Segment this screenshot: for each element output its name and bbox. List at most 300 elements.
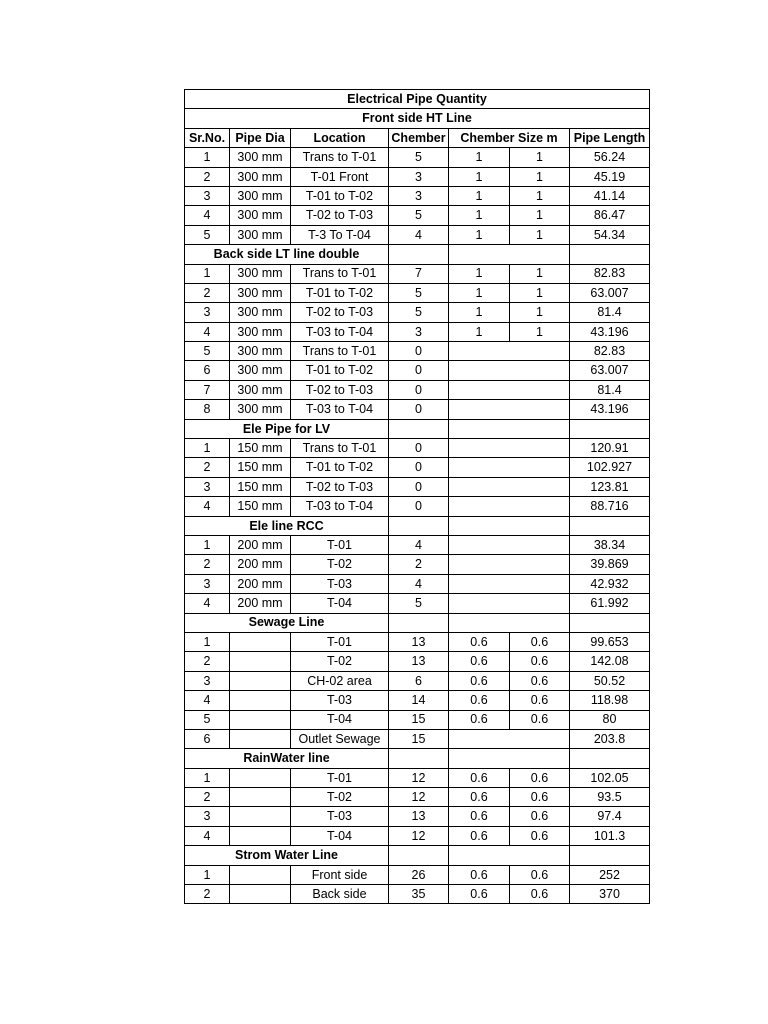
empty-cell (570, 419, 650, 438)
table-body (185, 90, 650, 904)
table-row (185, 361, 650, 380)
cell-srno: 1 (185, 768, 230, 787)
cell-srno: 3 (185, 807, 230, 826)
section-heading: Strom Water Line (185, 846, 389, 865)
cell-pipe-length: 81.4 (570, 380, 650, 399)
cell-pipe-dia: 300 mm (230, 148, 291, 167)
cell-pipe-length: 102.05 (570, 768, 650, 787)
header-chember: Chember (389, 128, 449, 147)
cell-location: T-01 Front (291, 167, 389, 186)
cell-chember-size-a: 0.6 (449, 826, 510, 845)
cell-chember-size-a (449, 380, 510, 399)
cell-chember-size-b: 0.6 (510, 865, 570, 884)
cell-chember-size-a (449, 729, 510, 748)
cell-chember-size-b: 0.6 (510, 807, 570, 826)
cell-chember: 0 (389, 380, 449, 399)
cell-pipe-dia: 200 mm (230, 574, 291, 593)
cell-pipe-dia: 300 mm (230, 167, 291, 186)
table-row (185, 652, 650, 671)
cell-srno: 5 (185, 342, 230, 361)
cell-pipe-dia: 200 mm (230, 535, 291, 554)
cell-chember-size-b: 1 (510, 322, 570, 341)
cell-location: Back side (291, 885, 389, 904)
cell-pipe-length: 39.869 (570, 555, 650, 574)
cell-pipe-length: 63.007 (570, 361, 650, 380)
cell-pipe-dia: 150 mm (230, 439, 291, 458)
cell-chember-size-b: 0.6 (510, 768, 570, 787)
cell-chember: 13 (389, 652, 449, 671)
cell-pipe-length: 41.14 (570, 186, 650, 205)
cell-location: T-03 (291, 691, 389, 710)
cell-chember-size-b (510, 594, 570, 613)
cell-pipe-length: 43.196 (570, 400, 650, 419)
cell-chember-size-a (449, 574, 510, 593)
table-row (185, 186, 650, 205)
cell-chember: 5 (389, 283, 449, 302)
cell-location: T-02 (291, 652, 389, 671)
cell-chember: 5 (389, 303, 449, 322)
cell-pipe-dia (230, 807, 291, 826)
table-row (185, 264, 650, 283)
table-row (185, 768, 650, 787)
cell-srno: 4 (185, 322, 230, 341)
empty-cell (389, 749, 449, 768)
cell-location: T-03 to T-04 (291, 400, 389, 419)
cell-location: T-02 to T-03 (291, 303, 389, 322)
table-row (185, 342, 650, 361)
cell-chember: 4 (389, 225, 449, 244)
table-row (185, 303, 650, 322)
cell-pipe-dia: 300 mm (230, 361, 291, 380)
table-row (185, 826, 650, 845)
empty-cell (570, 846, 650, 865)
section-heading: Ele Pipe for LV (185, 419, 389, 438)
cell-chember-size-a: 1 (449, 283, 510, 302)
cell-pipe-dia: 300 mm (230, 400, 291, 419)
cell-chember-size-a: 0.6 (449, 671, 510, 690)
table-row (185, 439, 650, 458)
table-row (185, 865, 650, 884)
cell-location: T-01 (291, 632, 389, 651)
cell-srno: 3 (185, 671, 230, 690)
cell-pipe-length: 123.81 (570, 477, 650, 496)
cell-chember-size-a: 1 (449, 264, 510, 283)
cell-srno: 6 (185, 729, 230, 748)
cell-chember-size-b (510, 555, 570, 574)
cell-srno: 2 (185, 167, 230, 186)
cell-srno: 1 (185, 264, 230, 283)
cell-pipe-dia: 300 mm (230, 206, 291, 225)
table-row (185, 632, 650, 651)
empty-cell (570, 245, 650, 264)
cell-chember-size-b (510, 535, 570, 554)
cell-location: T-04 (291, 594, 389, 613)
cell-chember-size-a (449, 458, 510, 477)
cell-chember-size-a: 0.6 (449, 632, 510, 651)
cell-pipe-dia (230, 826, 291, 845)
cell-srno: 8 (185, 400, 230, 419)
cell-location: T-02 (291, 788, 389, 807)
cell-pipe-dia (230, 729, 291, 748)
cell-chember: 3 (389, 167, 449, 186)
cell-pipe-length: 102.927 (570, 458, 650, 477)
cell-chember-size-a: 0.6 (449, 710, 510, 729)
cell-chember-size-b: 0.6 (510, 885, 570, 904)
cell-chember-size-b: 0.6 (510, 788, 570, 807)
cell-pipe-length: 370 (570, 885, 650, 904)
cell-chember-size-a (449, 400, 510, 419)
cell-chember-size-b: 0.6 (510, 652, 570, 671)
cell-chember-size-b (510, 458, 570, 477)
cell-chember: 26 (389, 865, 449, 884)
empty-cell (389, 419, 449, 438)
cell-chember-size-a: 0.6 (449, 768, 510, 787)
cell-chember-size-a: 1 (449, 167, 510, 186)
cell-srno: 4 (185, 497, 230, 516)
cell-pipe-length: 80 (570, 710, 650, 729)
cell-location: T-04 (291, 826, 389, 845)
section-heading: Ele line RCC (185, 516, 389, 535)
cell-chember-size-b: 0.6 (510, 632, 570, 651)
cell-srno: 1 (185, 865, 230, 884)
cell-chember-size-a: 1 (449, 206, 510, 225)
cell-pipe-dia: 300 mm (230, 225, 291, 244)
cell-pipe-dia: 150 mm (230, 497, 291, 516)
table-row (185, 225, 650, 244)
cell-chember: 15 (389, 729, 449, 748)
section-heading: Back side LT line double (185, 245, 389, 264)
table-row (185, 574, 650, 593)
cell-chember: 13 (389, 632, 449, 651)
cell-chember: 0 (389, 458, 449, 477)
cell-location: T-01 to T-02 (291, 283, 389, 302)
cell-srno: 2 (185, 555, 230, 574)
cell-chember-size-a: 0.6 (449, 691, 510, 710)
cell-location: Trans to T-01 (291, 342, 389, 361)
cell-chember-size-b (510, 380, 570, 399)
cell-location: Trans to T-01 (291, 148, 389, 167)
empty-cell (449, 749, 570, 768)
empty-cell (449, 245, 570, 264)
cell-location: T-02 to T-03 (291, 206, 389, 225)
cell-srno: 2 (185, 458, 230, 477)
cell-chember-size-a (449, 535, 510, 554)
empty-cell (389, 613, 449, 632)
cell-srno: 3 (185, 186, 230, 205)
cell-pipe-dia (230, 768, 291, 787)
cell-pipe-length: 252 (570, 865, 650, 884)
empty-cell (389, 245, 449, 264)
cell-chember: 0 (389, 477, 449, 496)
cell-location: T-01 to T-02 (291, 458, 389, 477)
cell-location: T-03 to T-04 (291, 497, 389, 516)
table-row (185, 497, 650, 516)
cell-chember-size-a (449, 555, 510, 574)
cell-chember-size-b: 1 (510, 206, 570, 225)
cell-pipe-length: 97.4 (570, 807, 650, 826)
cell-pipe-dia (230, 710, 291, 729)
cell-location: T-04 (291, 710, 389, 729)
cell-chember-size-b: 1 (510, 167, 570, 186)
title-row (185, 90, 650, 109)
cell-srno: 5 (185, 225, 230, 244)
table-row (185, 148, 650, 167)
cell-srno: 1 (185, 148, 230, 167)
table-row (185, 807, 650, 826)
cell-pipe-dia: 200 mm (230, 555, 291, 574)
cell-location: CH-02 area (291, 671, 389, 690)
cell-pipe-dia: 150 mm (230, 458, 291, 477)
cell-chember: 13 (389, 807, 449, 826)
cell-pipe-dia (230, 691, 291, 710)
empty-cell (449, 419, 570, 438)
cell-srno: 4 (185, 691, 230, 710)
cell-chember-size-b (510, 574, 570, 593)
cell-location: T-01 (291, 768, 389, 787)
table-row (185, 322, 650, 341)
section-heading-row (185, 516, 650, 535)
pipe-quantity-table (184, 89, 650, 904)
cell-chember: 12 (389, 768, 449, 787)
cell-srno: 1 (185, 439, 230, 458)
section-heading: RainWater line (185, 749, 389, 768)
cell-chember: 12 (389, 826, 449, 845)
table-row (185, 555, 650, 574)
cell-srno: 7 (185, 380, 230, 399)
cell-chember: 0 (389, 497, 449, 516)
cell-chember-size-b: 1 (510, 264, 570, 283)
cell-chember-size-b (510, 477, 570, 496)
cell-chember: 6 (389, 671, 449, 690)
cell-chember: 0 (389, 439, 449, 458)
cell-pipe-length: 45.19 (570, 167, 650, 186)
cell-srno: 4 (185, 206, 230, 225)
cell-location: Front side (291, 865, 389, 884)
cell-pipe-length: 101.3 (570, 826, 650, 845)
cell-srno: 1 (185, 535, 230, 554)
cell-pipe-length: 86.47 (570, 206, 650, 225)
cell-pipe-length: 93.5 (570, 788, 650, 807)
cell-chember-size-a (449, 497, 510, 516)
cell-pipe-length: 88.716 (570, 497, 650, 516)
cell-chember: 12 (389, 788, 449, 807)
cell-chember-size-b (510, 439, 570, 458)
header-location: Location (291, 128, 389, 147)
cell-chember-size-b: 0.6 (510, 710, 570, 729)
cell-chember-size-b: 0.6 (510, 826, 570, 845)
cell-chember: 4 (389, 535, 449, 554)
cell-pipe-length: 38.34 (570, 535, 650, 554)
cell-location: Outlet Sewage (291, 729, 389, 748)
cell-chember: 5 (389, 148, 449, 167)
cell-pipe-dia (230, 885, 291, 904)
cell-chember-size-b (510, 342, 570, 361)
cell-chember: 2 (389, 555, 449, 574)
section-heading-row (185, 613, 650, 632)
cell-pipe-length: 142.08 (570, 652, 650, 671)
table-row (185, 594, 650, 613)
cell-pipe-dia: 300 mm (230, 303, 291, 322)
section-heading-row (185, 846, 650, 865)
table-row (185, 729, 650, 748)
cell-pipe-dia (230, 865, 291, 884)
table-row (185, 788, 650, 807)
cell-chember-size-a: 1 (449, 303, 510, 322)
cell-pipe-length: 99.653 (570, 632, 650, 651)
cell-srno: 2 (185, 885, 230, 904)
cell-srno: 2 (185, 652, 230, 671)
cell-srno: 3 (185, 574, 230, 593)
cell-chember: 5 (389, 206, 449, 225)
cell-chember-size-a (449, 361, 510, 380)
cell-chember: 3 (389, 322, 449, 341)
table-row (185, 458, 650, 477)
cell-chember-size-a (449, 477, 510, 496)
cell-chember: 0 (389, 400, 449, 419)
cell-pipe-dia (230, 671, 291, 690)
cell-chember-size-a (449, 342, 510, 361)
header-pipe-dia: Pipe Dia (230, 128, 291, 147)
cell-location: T-03 (291, 574, 389, 593)
section-heading-row (185, 749, 650, 768)
section-heading: Front side HT Line (185, 109, 650, 128)
cell-pipe-length: 42.932 (570, 574, 650, 593)
cell-chember-size-b (510, 400, 570, 419)
cell-chember-size-a: 0.6 (449, 885, 510, 904)
cell-srno: 3 (185, 477, 230, 496)
cell-chember-size-a: 1 (449, 225, 510, 244)
cell-chember: 14 (389, 691, 449, 710)
cell-chember-size-a: 0.6 (449, 652, 510, 671)
cell-srno: 2 (185, 788, 230, 807)
cell-location: T-02 (291, 555, 389, 574)
table-row (185, 477, 650, 496)
cell-pipe-dia (230, 632, 291, 651)
cell-srno: 4 (185, 594, 230, 613)
header-srno: Sr.No. (185, 128, 230, 147)
cell-chember-size-a: 0.6 (449, 807, 510, 826)
cell-location: T-03 to T-04 (291, 322, 389, 341)
cell-chember-size-b: 1 (510, 303, 570, 322)
cell-pipe-length: 63.007 (570, 283, 650, 302)
cell-pipe-length: 54.34 (570, 225, 650, 244)
cell-srno: 4 (185, 826, 230, 845)
cell-chember-size-a: 1 (449, 322, 510, 341)
cell-pipe-dia (230, 788, 291, 807)
cell-srno: 5 (185, 710, 230, 729)
cell-location: T-02 to T-03 (291, 380, 389, 399)
cell-pipe-length: 81.4 (570, 303, 650, 322)
section-heading-row (185, 419, 650, 438)
cell-chember: 7 (389, 264, 449, 283)
section-heading-row (185, 245, 650, 264)
cell-location: T-01 to T-02 (291, 361, 389, 380)
cell-chember-size-a: 0.6 (449, 865, 510, 884)
table-row (185, 283, 650, 302)
cell-chember-size-a (449, 594, 510, 613)
cell-pipe-dia: 300 mm (230, 283, 291, 302)
cell-chember: 4 (389, 574, 449, 593)
table-row (185, 167, 650, 186)
cell-pipe-length: 43.196 (570, 322, 650, 341)
cell-chember-size-b: 1 (510, 186, 570, 205)
table-row (185, 710, 650, 729)
cell-chember-size-a: 0.6 (449, 788, 510, 807)
cell-location: T-03 (291, 807, 389, 826)
cell-pipe-dia: 200 mm (230, 594, 291, 613)
cell-chember: 15 (389, 710, 449, 729)
first-section-heading-row (185, 109, 650, 128)
cell-pipe-length: 82.83 (570, 264, 650, 283)
table-row (185, 691, 650, 710)
cell-chember: 0 (389, 342, 449, 361)
cell-chember-size-a: 1 (449, 148, 510, 167)
cell-chember-size-b: 1 (510, 225, 570, 244)
cell-pipe-length: 203.8 (570, 729, 650, 748)
cell-pipe-dia: 300 mm (230, 342, 291, 361)
empty-cell (449, 846, 570, 865)
cell-chember-size-a (449, 439, 510, 458)
cell-location: Trans to T-01 (291, 264, 389, 283)
cell-chember-size-b: 0.6 (510, 671, 570, 690)
cell-chember-size-b: 1 (510, 148, 570, 167)
cell-chember-size-a: 1 (449, 186, 510, 205)
cell-chember-size-b (510, 361, 570, 380)
cell-pipe-length: 50.52 (570, 671, 650, 690)
cell-pipe-length: 61.992 (570, 594, 650, 613)
cell-chember: 35 (389, 885, 449, 904)
cell-pipe-dia: 150 mm (230, 477, 291, 496)
table-row (185, 206, 650, 225)
cell-chember-size-b (510, 497, 570, 516)
cell-pipe-length: 120.91 (570, 439, 650, 458)
cell-pipe-length: 118.98 (570, 691, 650, 710)
cell-pipe-dia: 300 mm (230, 264, 291, 283)
table-title: Electrical Pipe Quantity (185, 90, 650, 109)
empty-cell (389, 846, 449, 865)
cell-srno: 3 (185, 303, 230, 322)
cell-pipe-length: 56.24 (570, 148, 650, 167)
cell-pipe-length: 82.83 (570, 342, 650, 361)
cell-location: T-01 (291, 535, 389, 554)
section-heading: Sewage Line (185, 613, 389, 632)
empty-cell (389, 516, 449, 535)
empty-cell (449, 516, 570, 535)
empty-cell (449, 613, 570, 632)
table-row (185, 400, 650, 419)
empty-cell (570, 749, 650, 768)
cell-srno: 1 (185, 632, 230, 651)
cell-chember-size-b: 1 (510, 283, 570, 302)
table-row (185, 380, 650, 399)
table-row (185, 671, 650, 690)
cell-location: T-01 to T-02 (291, 186, 389, 205)
header-row (185, 128, 650, 147)
header-pipe-length: Pipe Length (570, 128, 650, 147)
cell-location: T-3 To T-04 (291, 225, 389, 244)
table-row (185, 885, 650, 904)
cell-location: T-02 to T-03 (291, 477, 389, 496)
empty-cell (570, 516, 650, 535)
cell-chember: 5 (389, 594, 449, 613)
empty-cell (570, 613, 650, 632)
cell-chember-size-b (510, 729, 570, 748)
cell-srno: 2 (185, 283, 230, 302)
cell-chember-size-b: 0.6 (510, 691, 570, 710)
cell-pipe-dia: 300 mm (230, 322, 291, 341)
cell-chember: 0 (389, 361, 449, 380)
cell-pipe-dia: 300 mm (230, 380, 291, 399)
